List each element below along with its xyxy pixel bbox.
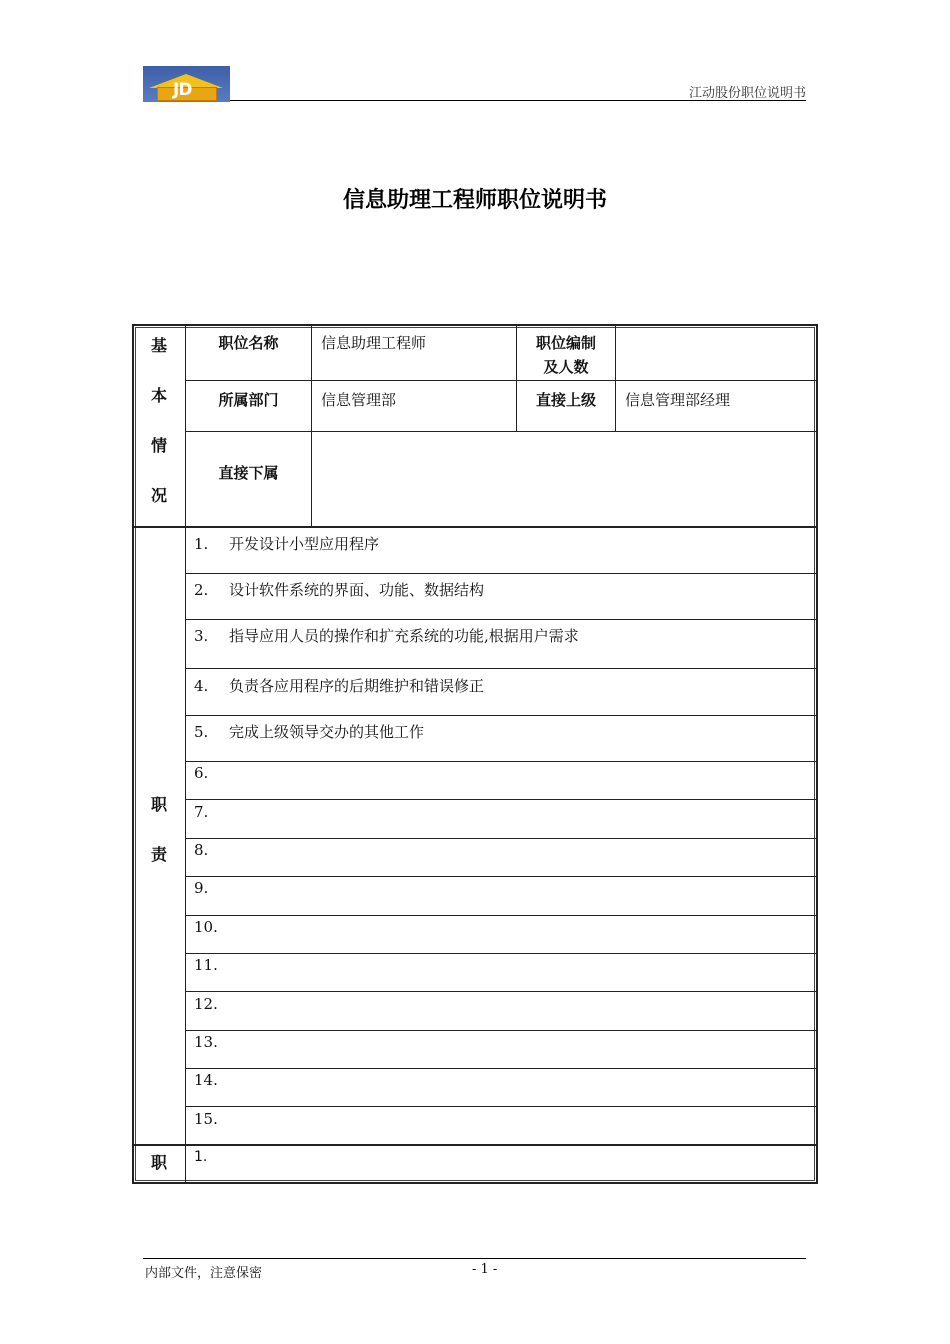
duty-number: 10. (194, 918, 218, 936)
duty-number: 15. (194, 1110, 218, 1128)
duty-text: 完成上级领导交办的其他工作 (229, 723, 425, 741)
duty-number: 13. (194, 1033, 218, 1051)
duty-item-15 (194, 1110, 229, 1128)
department-value: 信息管理部 (321, 391, 397, 409)
duty-text: 负责各应用程序的后期维护和错误修正 (229, 677, 485, 695)
duty-number: 11. (194, 956, 218, 974)
superior-label: 直接上级 (535, 391, 596, 409)
superior-value: 信息管理部经理 (625, 391, 731, 409)
duty-item-10 (194, 918, 229, 936)
duty-number: 7. (194, 803, 209, 821)
company-logo (143, 66, 230, 102)
next-section-first-item: 1. (194, 1149, 208, 1165)
duty-item-12 (194, 995, 229, 1013)
duty-item-2 (194, 579, 484, 600)
duty-number: 6. (194, 764, 209, 782)
duty-number: 1. (194, 535, 209, 553)
duty-item-3 (194, 625, 579, 646)
header-doc-name: 江动股份职位说明书 (688, 86, 806, 101)
duty-item-7 (194, 803, 229, 821)
duty-item-11 (194, 956, 229, 974)
duty-item-13 (194, 1033, 229, 1051)
basic-section-char-3: 情 (150, 436, 167, 455)
footer-confidential: 内部文件，注意保密 (145, 1266, 263, 1281)
duty-number: 9. (194, 879, 209, 897)
duty-item-5 (194, 721, 424, 742)
duty-number: 8. (194, 841, 209, 859)
duty-number: 5. (194, 723, 209, 741)
duty-text: 指导应用人员的操作和扩充系统的功能,根据用户需求 (229, 627, 579, 645)
duty-item-8 (194, 841, 229, 859)
department-label: 所属部门 (218, 391, 279, 409)
basic-section-char-4: 况 (150, 486, 167, 505)
footer-page-number: - 1 - (472, 1262, 498, 1277)
duty-number: 2. (194, 581, 209, 599)
duty-number: 12. (194, 995, 218, 1013)
page-title: 信息助理工程师职位说明书 (342, 188, 607, 213)
headcount-label-line1: 职位编制 (535, 334, 596, 352)
duty-item-4 (194, 675, 484, 696)
duty-text: 开发设计小型应用程序 (229, 535, 380, 553)
position-name-value: 信息助理工程师 (321, 334, 427, 352)
duties-section-char-1: 职 (150, 795, 167, 814)
duty-number: 4. (194, 677, 209, 695)
duty-item-14 (194, 1071, 229, 1089)
subordinate-label: 直接下属 (218, 464, 279, 482)
logo-text: JD (173, 80, 192, 100)
duty-item-9 (194, 879, 229, 897)
basic-section-char-1: 基 (150, 336, 167, 355)
job-description-table (132, 324, 818, 1184)
basic-section-char-2: 本 (150, 386, 167, 405)
headcount-label-line2: 及人数 (543, 358, 589, 376)
position-name-label: 职位名称 (218, 334, 279, 352)
footer-rule (143, 1258, 806, 1259)
duties-section-char-2: 责 (150, 845, 167, 864)
duty-text: 设计软件系统的界面、功能、数据结构 (229, 581, 485, 599)
duty-number: 3. (194, 627, 209, 645)
duty-item-6 (194, 764, 229, 782)
duty-number: 14. (194, 1071, 218, 1089)
duty-item-1 (194, 533, 379, 554)
next-section-char: 职 (150, 1153, 167, 1172)
